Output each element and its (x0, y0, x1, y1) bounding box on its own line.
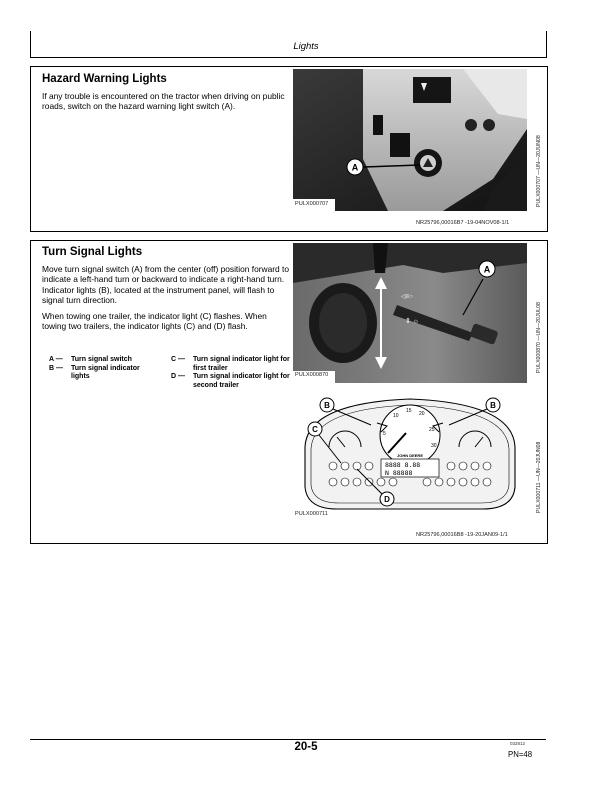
pn-label: PN=48 (508, 750, 533, 759)
svg-text:5: 5 (383, 431, 386, 437)
turn-image1-code: PULX000870 (295, 372, 329, 378)
running-header-title: Lights (293, 41, 319, 52)
legend-item: B — Turn signal indicator lights (49, 364, 140, 381)
svg-text:30: 30 (431, 443, 437, 449)
callout-c: C (312, 425, 318, 434)
legend-item: C — Turn signal indicator light for first trailer (171, 356, 290, 372)
svg-text:15: 15 (406, 408, 412, 414)
turn-body-paragraph-1: Move turn signal switch (A) from the center (off) position forward to indicate a left-hand turn or backward to indicate a right-hand turn. Indicator lights (B), located at the instrument panel, will flash to signal turn direction. (42, 264, 290, 306)
turn-doc-ref: NR25796,00016B8 -19-20JAN09-1/1 (416, 532, 508, 538)
instrument-panel-diagram (293, 387, 527, 519)
turn-callout-a: A (483, 264, 491, 275)
legend-item: D — Turn signal indicator light for second trailer (171, 373, 290, 389)
legend-item: A — Turn signal switch (49, 356, 132, 363)
svg-text:25: 25 (429, 427, 435, 433)
svg-text:20: 20 (419, 411, 425, 417)
turn-signal-section (30, 240, 548, 544)
hazard-body-text: If any trouble is encountered on the tractor when driving on public roads, switch on the hazard warning light switch (A). (42, 91, 285, 112)
svg-text:10: 10 (393, 413, 399, 419)
hazard-heading: Hazard Warning Lights (42, 73, 167, 85)
svg-text:⇕ ☼: ⇕ ☼ (405, 318, 420, 325)
hazard-image-code: PULX000707 (295, 201, 329, 207)
turn-image2-side-code: PULX000711 —UN—20JUN08 (536, 441, 542, 513)
legend-column-1 (49, 356, 167, 382)
callout-b-right: B (490, 401, 496, 410)
footer-rule (30, 739, 546, 740)
callout-d: D (384, 495, 390, 504)
legend-column-2 (171, 356, 291, 390)
hazard-doc-ref: NR25796,00016B7 -19-04NOV08-1/1 (416, 220, 510, 226)
callout-b-left: B (324, 401, 330, 410)
lcd-line-1: 8888 8.88 (385, 461, 421, 469)
hazard-side-code: PULX000707 —UN—20JUN08 (536, 135, 542, 207)
page-number: 20-5 (294, 741, 318, 753)
brand-label: JOHN DEERE (396, 453, 424, 458)
svg-text:◁≡○: ◁≡○ (401, 294, 413, 300)
turn-heading: Turn Signal Lights (42, 246, 143, 258)
hazard-callout-a: A (351, 162, 359, 173)
turn-image1-side-code: PULX000870 —UN—20JUL08 (536, 302, 542, 373)
turn-switch-photo (293, 243, 527, 383)
turn-body-paragraph-2: When towing one trailer, the indicator light (C) flashes. When towing two trailers, the indicator lights (C) and (D) flash. (42, 311, 267, 332)
hazard-section (30, 66, 548, 232)
turn-image2-code: PULX000711 (295, 511, 328, 517)
hazard-switch-photo (293, 69, 527, 211)
footer-small-code: 032812 (510, 741, 526, 746)
lcd-line-2: N 88888 (385, 469, 413, 477)
